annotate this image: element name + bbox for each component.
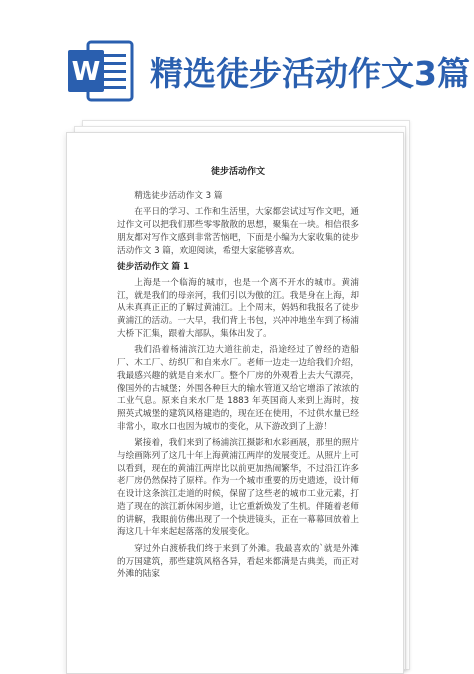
document-subtitle: 精选徒步活动作文 3 篇 [134,190,223,201]
paragraph-1: 上海是一个临海的城市，也是一个离不开水的城市。黄浦江，就是我们的母亲河，我们引以为傲的江。我是身在上海，却从未真真正正的了解过黄浦江。上个周末，妈妈和我报名了徒步黄浦江的活动。一大早，我们背上书包，兴冲冲地坐车到了杨浦大桥下汇集，跟着大部队，集体出发了。 [117,277,359,339]
document-title: 徒步活动作文 [210,167,265,177]
paragraph-2: 我们沿着杨浦滨江边大道往前走，沿途经过了曾经的造船厂、木工厂、纺织厂和自来水厂。老师一边走一边给我们介绍，我最感兴趣的就是自来水厂。整个厂房的外观看上去大气漂亮，像国外的古城堡；外围各种巨大的输水管道又给它增添了浓浓的工业气息。原来自来水厂是 1883 年英国商人来到上海时，按照英式城堡的建筑风格建造的，现在还在使用，不过供水量已经非常小，取水口也因为城市的变化，从下游改到了上游！ [117,345,359,432]
paragraph-4: 穿过外白渡桥我们终于来到了外滩。我最喜欢的`就是外滩的万国建筑，那些建筑风格各异，看起来都满是古典美，而正对外滩的陆家 [117,543,359,580]
section-heading: 徒步活动作文 篇 1 [117,262,190,273]
banner [0,0,474,118]
banner-title: 精选徒步活动作文3篇 [150,54,470,93]
paragraph-3: 紧接着，我们来到了杨浦滨江摄影和水彩画展，那里的照片与绘画陈列了这几十年上海黄浦江两岸的发展变迁。从照片上可以看到，现在的黄浦江两岸比以前更加热闹繁华，不过沿江许多老厂房仍然保持了原样。作为一个城市重要的历史遗迹，设计师在设计这条滨江走道的时候，保留了这些老的城市工业元素，打造了现在的滨江新休闲步道，让它重新焕发了生机。伴随着老师的讲解，我眼前仿佛出现了一个快进镜头，正在一幕幕回放着上海这几十年来起起落落的发展变化。 [117,438,359,538]
document-body [117,166,359,585]
intro-paragraph: 在平日的学习、工作和生活里，大家都尝试过写作文吧，通过作文可以把我们那些零零散散的思想，聚集在一块。相信很多朋友都对写作文感到非常苦恼吧，下面是小编为大家收集的徒步活动作文 3 篇，欢迎阅读，希望大家能够喜欢。 [117,207,359,256]
word-document-icon [66,36,136,106]
document-page [66,132,404,674]
svg-text:W: W [71,57,101,87]
